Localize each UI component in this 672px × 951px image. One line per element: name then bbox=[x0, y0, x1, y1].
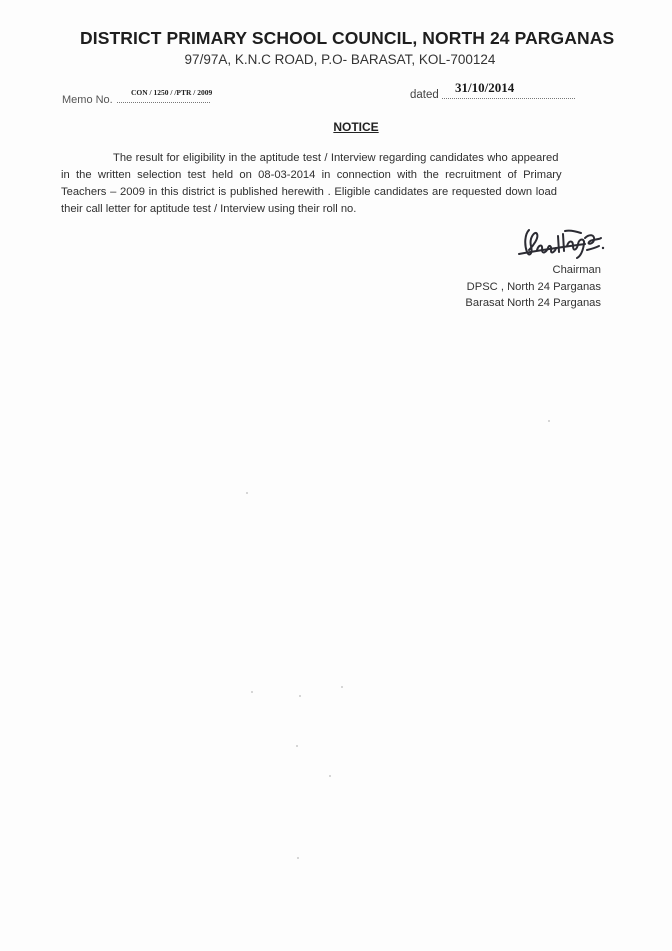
signatory-location: Barasat North 24 Parganas bbox=[465, 297, 601, 309]
memo-label: Memo No. bbox=[62, 94, 113, 106]
scan-speck bbox=[329, 775, 331, 777]
memo-number: CON / 1250 / /PTR / 2009 bbox=[131, 88, 213, 97]
scan-speck bbox=[251, 691, 253, 693]
scan-speck bbox=[299, 695, 301, 697]
notice-line: their call letter for aptitude test / Interview using their roll no. bbox=[61, 203, 357, 215]
notice-line: in the written selection test held on 08-03-2014 in connection with the recruitment of Primary bbox=[61, 169, 562, 181]
dated-label: dated bbox=[410, 89, 439, 101]
scan-speck bbox=[297, 857, 299, 859]
signatory-designation: Chairman bbox=[552, 264, 601, 276]
scan-speck bbox=[246, 492, 248, 494]
notice-body bbox=[61, 150, 601, 218]
signatory-block bbox=[420, 262, 601, 312]
notice-heading: NOTICE bbox=[333, 120, 379, 134]
notice-line: The result for eligibility in the aptitude test / Interview regarding candidates who appeared bbox=[113, 152, 559, 164]
signatory-office: DPSC , North 24 Parganas bbox=[466, 280, 601, 293]
council-title: DISTRICT PRIMARY SCHOOL COUNCIL, NORTH 24 PARGANAS bbox=[80, 28, 615, 48]
memo-dotted-line bbox=[117, 102, 210, 103]
scan-speck bbox=[548, 420, 550, 422]
scan-speck bbox=[341, 686, 343, 688]
council-address: 97/97A, K.N.C ROAD, P.O- BARASAT, KOL-700124 bbox=[184, 52, 496, 67]
scan-speck bbox=[296, 745, 298, 747]
signature-icon bbox=[515, 224, 607, 262]
date-value: 31/10/2014 bbox=[455, 80, 515, 95]
dated-dotted-line bbox=[442, 98, 575, 99]
notice-line: Teachers – 2009 in this district is published herewith . Eligible candidates are requested down load bbox=[61, 186, 557, 198]
